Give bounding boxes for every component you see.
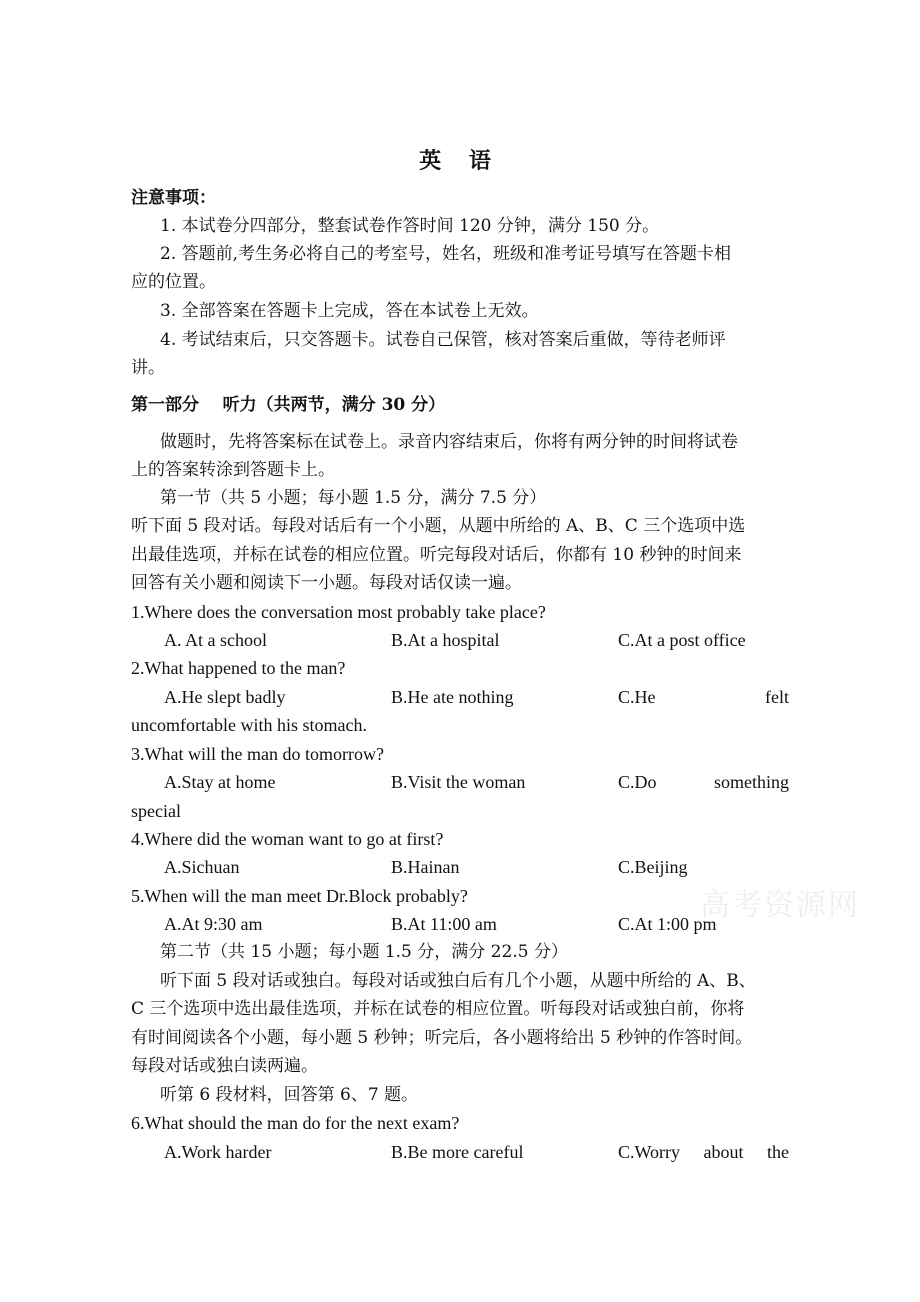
option-c-word: about: [703, 1142, 744, 1162]
option-a: A.Stay at home: [164, 772, 276, 792]
part1-heading: 第一部分 听力（共两节，满分 30 分）: [131, 395, 446, 415]
option-a: A.At 9:30 am: [164, 914, 263, 934]
option-c: [618, 1138, 789, 1166]
section2-instructions: 有时间阅读各个小题，每小题 5 秒钟；听完后，各小题将给出 5 秒钟的作答时间。: [131, 1028, 753, 1048]
option-c: C.Beijing: [618, 857, 688, 877]
question-4: 4.Where did the woman want to go at first?: [131, 829, 444, 849]
option-b: B.At a hospital: [391, 630, 500, 650]
section1-instructions: 听下面 5 段对话。每段对话后有一个小题，从题中所给的 A、B、C 三个选项中选: [131, 516, 746, 536]
option-a: A.Sichuan: [164, 857, 240, 877]
option-c: [618, 683, 789, 711]
notice-heading: 注意事项：: [131, 188, 216, 208]
notice-item: 2. 答题前,考生务必将自己的考室号，姓名，班级和准考证号填写在答题卡相: [160, 244, 732, 264]
option-c-word: C.He: [618, 687, 656, 707]
option-c: [618, 768, 789, 796]
section1-instructions: 出最佳选项，并标在试卷的相应位置。听完每段对话后，你都有 10 秒钟的时间来: [131, 545, 742, 565]
option-c: C.At 1:00 pm: [618, 914, 717, 934]
section2-instructions: 每段对话或独白读两遍。: [131, 1056, 318, 1076]
question-2: 2.What happened to the man?: [131, 658, 346, 678]
notice-item: 3. 全部答案在答题卡上完成，答在本试卷上无效。: [160, 301, 539, 321]
option-c-word: C.Worry: [618, 1142, 681, 1162]
section2-heading: 第二节（共 15 小题；每小题 1.5 分，满分 22.5 分）: [160, 942, 568, 962]
watermark: 高考资源网: [700, 888, 860, 923]
part1-intro: 上的答案转涂到答题卡上。: [131, 460, 335, 480]
section2-instructions: 听下面 5 段对话或独白。每段对话或独白后有几个小题，从题中所给的 A、B、: [160, 971, 756, 991]
option-b: B.Hainan: [391, 857, 460, 877]
option-c-word: the: [766, 1142, 789, 1162]
question-6: 6.What should the man do for the next exam?: [131, 1113, 460, 1133]
section1-instructions: 回答有关小题和阅读下一小题。每段对话仅读一遍。: [131, 573, 522, 593]
question-3: 3.What will the man do tomorrow?: [131, 744, 384, 764]
option-c-continuation: special: [131, 801, 181, 821]
option-b: B.Be more careful: [391, 1142, 524, 1162]
option-a: A. At a school: [164, 630, 267, 650]
part1-intro: 做题时，先将答案标在试卷上。录音内容结束后，你将有两分钟的时间将试卷: [160, 432, 738, 452]
option-c-word: C.Do: [618, 772, 657, 792]
notice-item: 讲。: [131, 358, 165, 378]
option-c: C.At a post office: [618, 630, 746, 650]
option-c-continuation: uncomfortable with his stomach.: [131, 715, 367, 735]
question-5: 5.When will the man meet Dr.Block probably?: [131, 886, 468, 906]
section2-instructions: C 三个选项中选出最佳选项，并标在试卷的相应位置。听每段对话或独白前，你将: [131, 999, 745, 1019]
option-b: B.Visit the woman: [391, 772, 526, 792]
material-note: 听第 6 段材料，回答第 6、7 题。: [160, 1085, 419, 1105]
option-a: A.He slept badly: [164, 687, 286, 707]
option-c-word: felt: [765, 687, 789, 707]
notice-item: 4. 考试结束后，只交答题卡。试卷自己保管，核对答案后重做，等待老师评: [160, 330, 726, 350]
option-a: A.Work harder: [164, 1142, 272, 1162]
page-title: 英 语: [419, 148, 501, 174]
notice-item: 应的位置。: [131, 272, 216, 292]
option-b: B.At 11:00 am: [391, 914, 497, 934]
notice-item: 1. 本试卷分四部分，整套试卷作答时间 120 分钟，满分 150 分。: [160, 216, 660, 236]
option-b: B.He ate nothing: [391, 687, 514, 707]
question-1: 1.Where does the conversation most probably take place?: [131, 602, 546, 622]
option-c-word: something: [714, 772, 789, 792]
section1-heading: 第一节（共 5 小题；每小题 1.5 分，满分 7.5 分）: [160, 488, 547, 508]
